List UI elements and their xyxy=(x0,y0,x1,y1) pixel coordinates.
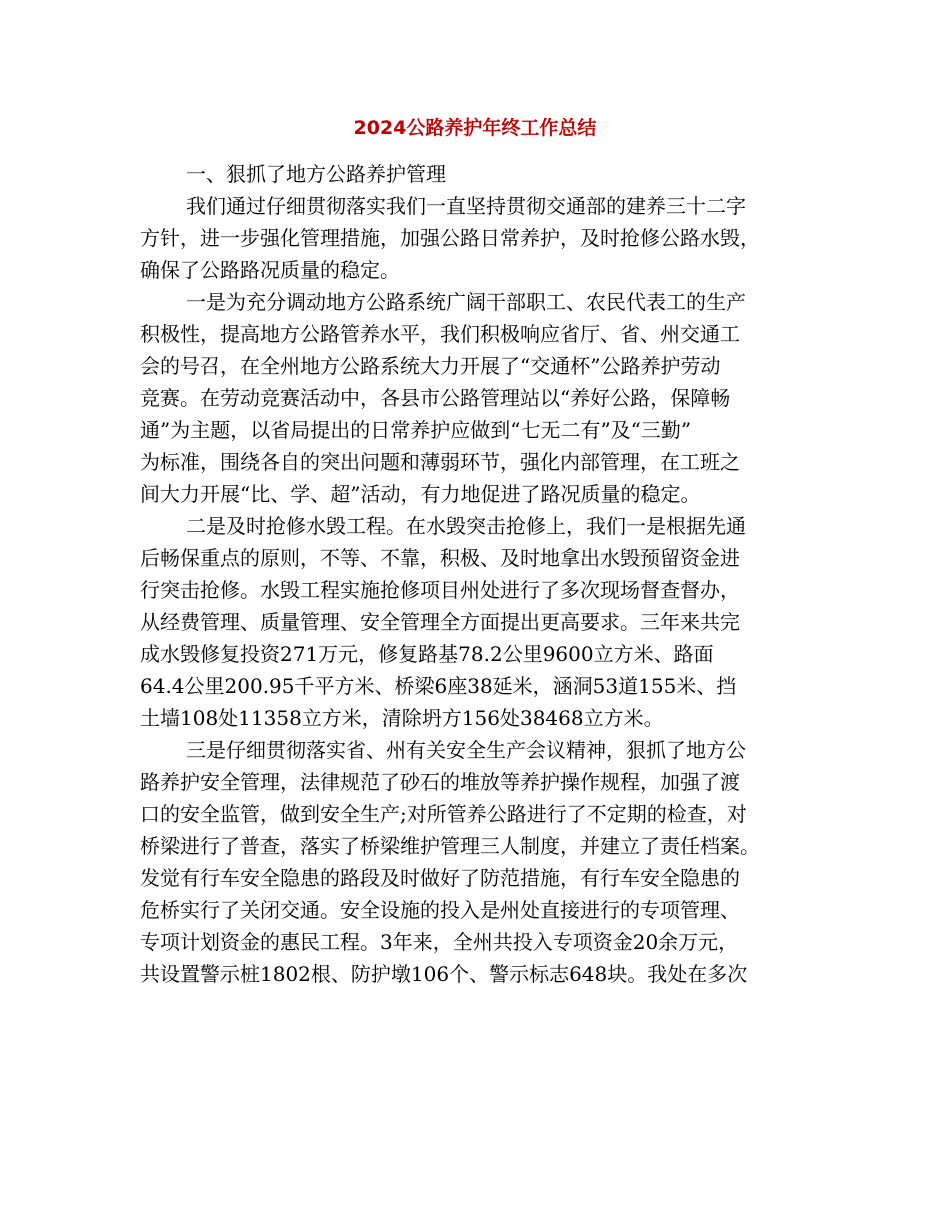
text-line: 为标准，围绕各自的突出问题和薄弱环节，强化内部管理，在工班之 xyxy=(140,450,740,474)
text-line: 一是为充分调动地方公路系统广阔干部职工、农民代表工的生产 xyxy=(186,290,746,314)
text-line: 后畅保重点的原则，不等、不靠，积极、及时地拿出水毁预留资金进 xyxy=(140,546,740,570)
text-line: 竞赛。在劳动竞赛活动中，各县市公路管理站以“养好公路，保障畅 xyxy=(140,386,731,410)
document-title: 2024公路养护年终工作总结 xyxy=(353,117,597,139)
text-line: 路养护安全管理，法律规范了砂石的堆放等养护操作规程，加强了渡 xyxy=(140,770,740,794)
text-line: 64.4公里200.95千平方米、桥梁6座38延米，涵洞53道155米、挡 xyxy=(140,674,737,698)
text-line: 土墙108处11358立方米，清除坍方156处38468立方米。 xyxy=(140,706,664,730)
text-line: 行突击抢修。水毁工程实施抢修项目州处进行了多次现场督查督办， xyxy=(140,578,740,602)
text-line: 我们通过仔细贯彻落实我们一直坚持贯彻交通部的建养三十二字 xyxy=(186,194,746,218)
document-body xyxy=(140,158,812,990)
text-line: 桥梁进行了普查，落实了桥梁维护管理三人制度，并建立了责任档案。 xyxy=(140,834,760,858)
text-line: 口的安全监管，做到安全生产;对所管养公路进行了不定期的检查，对 xyxy=(140,802,747,826)
text-line: 通”为主题，以省局提出的日常养护应做到“七无二有”及“三勤” xyxy=(140,418,692,442)
text-line: 三是仔细贯彻落实省、州有关安全生产会议精神，狠抓了地方公 xyxy=(186,738,746,762)
section-heading: 一、狠抓了地方公路养护管理 xyxy=(186,162,446,186)
text-line: 积极性，提高地方公路管养水平，我们积极响应省厅、省、州交通工 xyxy=(140,322,740,346)
text-line: 专项计划资金的惠民工程。3年来，全州共投入专项资金20余万元， xyxy=(140,930,739,954)
text-line: 方针，进一步强化管理措施，加强公路日常养护，及时抢修公路水毁， xyxy=(140,226,760,250)
text-line: 共设置警示桩1802根、防护墩106个、警示标志648块。我处在多次 xyxy=(140,962,748,986)
text-line: 二是及时抢修水毁工程。在水毁突击抢修上，我们一是根据先通 xyxy=(186,514,746,538)
text-line: 从经费管理、质量管理、安全管理全方面提出更高要求。三年来共完 xyxy=(140,610,740,634)
text-line: 危桥实行了关闭交通。安全设施的投入是州处直接进行的专项管理、 xyxy=(140,898,740,922)
text-line: 会的号召，在全州地方公路系统大力开展了“交通杯”公路养护劳动 xyxy=(140,354,721,378)
text-line: 间大力开展“比、学、超”活动，有力地促进了路况质量的稳定。 xyxy=(140,482,701,506)
text-line: 确保了公路路况质量的稳定。 xyxy=(140,258,400,282)
text-line: 发觉有行车安全隐患的路段及时做好了防范措施，有行车安全隐患的 xyxy=(140,866,740,890)
text-line: 成水毁修复投资271万元，修复路基78.2公里9600立方米、路面 xyxy=(140,642,714,666)
